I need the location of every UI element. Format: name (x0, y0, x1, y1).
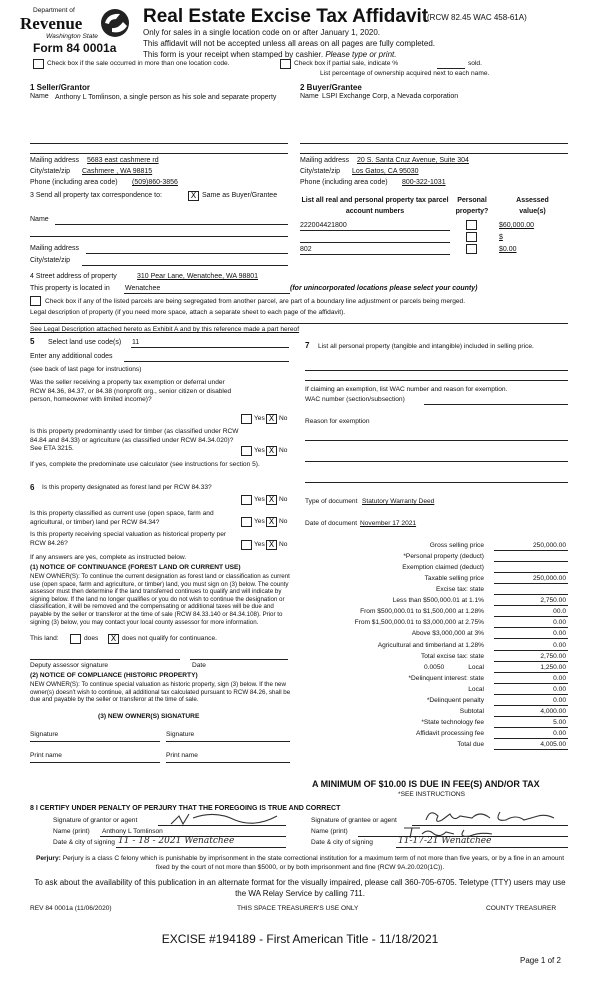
parcel-row-1-number[interactable]: 222004421800 (300, 222, 347, 229)
dept-line1: Department of (33, 7, 75, 14)
segregated-label: Check box if any of the listed parcels are being segregated from another parcel, are part of a boundary line adjustment or parcels being merged. (45, 298, 466, 305)
partial-sale-label: Check box if partial sale, indicate % (294, 60, 399, 67)
section6-heading: 6 (30, 483, 35, 492)
q1-no-label: No (279, 415, 288, 422)
doc-type-label: Type of document (305, 498, 358, 505)
section7-heading: 7 (305, 341, 310, 350)
buyer-phone-value[interactable]: 800-322-1031 (402, 179, 446, 186)
section5-heading: 5 (30, 337, 35, 346)
tax-row-value[interactable]: 00.0 (553, 608, 566, 615)
date-city-grantor-label: Date & city of signing (53, 839, 115, 846)
tax-row-value[interactable]: 0.00 (553, 697, 566, 704)
q2-no-label: No (279, 447, 288, 454)
tax-row-label: Agricultural and timberland at 1.28% (377, 642, 484, 649)
header-line3b: Please type or print. (325, 50, 397, 59)
dept-line3: Washington State (46, 33, 98, 40)
reason-label: Reason for exemption (305, 418, 370, 425)
section5-q1: Was the seller receiving a property tax exemption or deferral under RCW 84.36, 84.37, or 84.38 (nonprofit org., senior citizen or disabled person, homeowner with limited income)? (30, 379, 232, 403)
buyer-name-label: Name (300, 93, 319, 100)
correspondence-label: 3 Send all property tax correspondence to: (30, 192, 162, 199)
section5-q2: Is this property predominantly used for timber (as classified under RCW 84.84 and 84.33) or agriculture (as classified under RCW 84.34.020)? See ETA 3215. (30, 428, 239, 452)
seller-mailing-label: Mailing address (30, 157, 80, 164)
notice2-text: NEW OWNER(S): To continue special valuation as historic property, sign (3) below. If the new owner(s) doesn't wish to continue, all additional tax calculated pursuant to RCW 84.26, shall be due and payable by the seller or transferor at the time of sale. (30, 681, 291, 704)
tax-row-value[interactable]: 0.00 (553, 686, 566, 693)
dept-line2: Revenue (20, 14, 83, 33)
tax-row-label: Subtotal (459, 708, 484, 715)
perjury-text: Perjury is a class C felony which is punishable by imprisonment in the state correctional institution for a maximum term of not more than five years, or by a fine in an amount fixed by the court of not more than $5000, or by both imprisonment and fine (RCW 9A.20.020(1C)). (62, 855, 565, 871)
tax-row-value[interactable]: 4,005.00 (540, 741, 566, 748)
doc-date-label: Date of document (305, 520, 358, 527)
s6-q1-no-label: No (279, 496, 288, 503)
seller-mailing-value[interactable]: 5683 east cashmere rd (87, 157, 159, 164)
section6-q1: Is this property designated as forest land per RCW 84.33? (42, 484, 212, 491)
s6-q3-yes-checkbox[interactable] (241, 540, 252, 550)
doc-type-value[interactable]: Statutory Warranty Deed (362, 498, 435, 505)
parcel-row-3-number[interactable]: 802 (300, 246, 312, 253)
s6-q1-yes-label: Yes (254, 496, 265, 503)
buyer-city-value[interactable]: Los Gatos, CA 95030 (352, 168, 419, 175)
form-number: Form 84 0001a (33, 41, 117, 55)
date-city-grantee-label: Date & city of signing (311, 839, 373, 846)
tax-row-value[interactable]: 250,000.00 (532, 542, 566, 549)
section6-q3: Is this property receiving special valuation as historical property per RCW 84.26? (30, 531, 227, 547)
deputy-sig-label: Deputy assessor signature (30, 662, 109, 669)
wac-label: WAC number (section/subsection) (305, 396, 405, 403)
parcel-row-3-personal-checkbox[interactable] (466, 244, 477, 254)
legal-desc-label: Legal description of property (if you need more space, attach a separate sheet to each page of the affidavit). (30, 309, 346, 316)
tax-row-rate: 0.0050 (424, 664, 445, 671)
tax-row-value[interactable]: 4,000.00 (540, 708, 566, 715)
s6-q2-no-checkbox[interactable]: X (266, 517, 277, 527)
owner-sig-label-2: Signature (166, 731, 195, 738)
tax-row-value[interactable]: 5.00 (553, 719, 566, 726)
header-line1: Only for sales in a single location code on or after January 1, 2020. (143, 28, 381, 37)
section5-q2-note: If yes, complete the predominate use calculator (see instructions for section 5). (30, 461, 260, 468)
tax-row-label: Local (468, 686, 484, 693)
name-grantor-value[interactable]: Anthony L Tomlinson (102, 828, 163, 835)
s6-q1-yes-checkbox[interactable] (241, 495, 252, 505)
q2-yes-label: Yes (254, 447, 265, 454)
street-value[interactable]: 310 Pear Lane, Wenatchee, WA 98801 (137, 273, 259, 280)
availability-note: To ask about the availability of this publication in an alternate format for the visually impaired, please call 360-705-6705. Teletype (TTY) users may use the WA Relay Service by calling 711. (34, 878, 566, 898)
land-does-label: does (84, 635, 99, 642)
parcel-row-1-personal-checkbox[interactable] (466, 220, 477, 230)
s6-q2-yes-checkbox[interactable] (241, 517, 252, 527)
tax-row-label: Affidavit processing fee (415, 730, 484, 737)
seller-city-value[interactable]: Cashmere , WA 98815 (82, 168, 153, 175)
grantor-signature-icon (165, 808, 285, 830)
perjury-label: Perjury: (35, 855, 61, 862)
located-value[interactable]: Wenatchee (125, 285, 161, 292)
s6-q3-yes-label: Yes (254, 541, 265, 548)
date-grantor-value[interactable]: 11 - 18 - 2021 Wenatchee (118, 836, 235, 846)
tax-row-value[interactable]: 0.00 (553, 642, 566, 649)
s6-q3-no-checkbox[interactable]: X (266, 540, 277, 550)
name-print-grantee-label: Name (print) (311, 828, 348, 835)
legal-desc-value[interactable]: See Legal Description attached hereto as Exhibit A and by this reference made a part hereof (30, 326, 300, 333)
tax-row-label: From $500,000.01 to $1,500,000 at 1.28% (360, 608, 484, 615)
parcel-row-2-personal-checkbox[interactable] (466, 232, 477, 242)
see-back-note: (see back of last page for instructions) (30, 366, 142, 373)
list-percent-note: List percentage of ownership acquired next to each name. (320, 70, 490, 77)
corr-mailing-label: Mailing address (30, 245, 80, 252)
name-print-grantor-label: Name (print) (53, 828, 90, 835)
date-grantee-value[interactable]: 11-17-21 Wenatchee (398, 836, 492, 846)
multi-location-label: Check box if the sale occurred in more than one location code. (47, 60, 230, 67)
land-use-value[interactable]: 11 (132, 339, 140, 346)
partial-sale-checkbox[interactable] (280, 59, 291, 69)
buyer-city-label: City/state/zip (300, 168, 341, 175)
tax-row-label: *Delinquent penalty (426, 697, 484, 704)
parcel-row-1-value[interactable]: $60,000.00 (499, 222, 535, 229)
this-land-label: This land: (30, 635, 59, 642)
seller-phone-value[interactable]: (509)860-3856 (132, 179, 178, 186)
s6-q2-no-label: No (279, 518, 288, 525)
dor-logo-icon (98, 8, 134, 38)
corr-city-label: City/state/zip (30, 257, 71, 264)
treasurer-use-label: THIS SPACE TREASURER'S USE ONLY (237, 905, 359, 912)
tax-row-value[interactable]: 1,250.00 (540, 664, 566, 671)
q2-yes-checkbox[interactable] (241, 446, 252, 456)
corr-name-label: Name (30, 216, 49, 223)
tax-row-value[interactable]: 0.00 (553, 675, 566, 682)
owner-sig-label-1: Signature (30, 731, 59, 738)
q2-no-checkbox[interactable]: X (266, 446, 277, 456)
tax-row-label: Gross selling price (429, 542, 484, 549)
parcel-col-header: List all real and personal property tax parcel account numbers (301, 197, 449, 215)
county-treasurer-label: COUNTY TREASURER (486, 905, 557, 912)
seller-phone-label: Phone (including area code) (30, 179, 118, 186)
parcel-row-3-value[interactable]: $0.00 (499, 246, 517, 253)
tax-row-label: Exemption claimed (deduct) (402, 564, 484, 571)
tax-row-label: *Personal property (deduct) (403, 553, 484, 560)
street-label: 4 Street address of property (30, 273, 117, 280)
tax-row-label: *Delinquent interest: state (408, 675, 484, 682)
q1-yes-label: Yes (254, 415, 265, 422)
section7-text: List all personal property (tangible and intangible) included in selling price. (318, 343, 534, 350)
sold-label: sold. (468, 60, 482, 67)
tax-row-value[interactable]: 0.00 (553, 619, 566, 626)
tax-row-label: From $1,500,000.01 to $3,000,000 at 2.75% (354, 619, 484, 626)
s6-q2-yes-label: Yes (254, 518, 265, 525)
tax-row-label: Above $3,000,000 at 3% (411, 630, 484, 637)
multi-location-checkbox[interactable] (33, 59, 44, 69)
perjury-statement (30, 854, 570, 872)
seller-heading: 1 Seller/Grantor (30, 83, 91, 92)
tax-row-value[interactable]: 250,000.00 (532, 575, 566, 582)
land-does-not-checkbox[interactable]: X (108, 634, 119, 644)
tax-row-value[interactable]: 0.00 (553, 730, 566, 737)
header-line2: This affidavit will not be accepted unless all areas on all pages are fully completed. (143, 39, 436, 48)
exemption-text: If claiming an exemption, list WAC number and reason for exemption. (305, 386, 508, 393)
tax-row-value[interactable]: 2,750.00 (540, 597, 566, 604)
tax-row-label: Excise tax: state (435, 586, 484, 593)
buyer-mailing-value[interactable]: 20 S. Santa Cruz Avenue, Suite 304 (357, 157, 469, 164)
s6-q3-no-label: No (279, 541, 288, 548)
q1-no-checkbox[interactable]: X (266, 414, 277, 424)
notice1-title: (1) NOTICE OF CONTINUANCE (FOREST LAND OR CURRENT USE) (30, 564, 241, 571)
page-number: Page 1 of 2 (520, 956, 561, 965)
land-use-label: Select land use code(s) (48, 339, 122, 346)
assessed-col-header: Assessed value(s) (516, 197, 549, 215)
located-note: (for unincorporated locations please select your county) (290, 285, 478, 292)
notice2-title: (2) NOTICE OF COMPLIANCE (HISTORIC PROPERTY) (30, 672, 198, 679)
land-does-checkbox[interactable] (70, 634, 81, 644)
located-label: This property is located in (30, 285, 110, 292)
buyer-mailing-label: Mailing address (300, 157, 350, 164)
same-as-buyer-checkbox[interactable]: X (188, 191, 199, 201)
doc-date-value[interactable]: November 17 2021 (360, 520, 417, 527)
certify-heading: 8 I CERTIFY UNDER PENALTY OF PERJURY THAT THE FOREGOING IS TRUE AND CORRECT (30, 805, 341, 812)
parcel-row-2-value[interactable]: $ (499, 234, 503, 241)
personal-col-header: Personal property? (455, 197, 489, 215)
section6-q2: Is this property classified as current use (open space, farm and agricultural, or timber) land per RCW 84.34? (30, 510, 214, 526)
rev-number: REV 84 0001a (11/06/2020) (30, 905, 112, 912)
notice3-title: (3) NEW OWNER(S) SIGNATURE (98, 713, 200, 720)
q1-yes-checkbox[interactable] (241, 414, 252, 424)
notice1-text: NEW OWNER(S): To continue the current designation as forest land or classification as current use (open space, farm and agriculture, or timber) land, you must sign on (3) below. The county assessor must then determine if the land transferred continues to qualify and will indicate by signing below. If the land no longer qualifies or you do not wish to continue the designation or classification, it will be removed and the compensating or additional taxes will be due and payable by the seller or transferor at the time of sale (RCW 84.33.140 or 84.34.108). Prior to signing (3) below, you may contact your local county assessor for more information. (30, 573, 290, 626)
minimum-line2: *SEE INSTRUCTIONS (398, 791, 466, 798)
seller-name-value[interactable]: Anthony L Tomlinson, a single person as his sole and separate property (55, 94, 277, 101)
buyer-name-value[interactable]: LSPI Exchange Corp, a Nevada corporation (322, 93, 459, 100)
owner-print-label-2: Print name (166, 752, 198, 759)
tax-row-label: Less than $500,000.01 at 1.1% (392, 597, 484, 604)
seller-name-label: Name (30, 93, 49, 100)
sig-grantee-label: Signature of grantee or agent (311, 817, 397, 824)
tax-row-label: Local (468, 664, 484, 671)
title-ref: (RCW 82.45 WAC 458-61A) (427, 13, 527, 22)
land-does-not-label: does not qualify for continuance. (122, 635, 217, 642)
additional-codes-label: Enter any additional codes (30, 353, 113, 360)
deputy-date-label: Date (192, 662, 206, 669)
s6-q1-no-checkbox[interactable]: X (266, 495, 277, 505)
header-line3a: This form is your receipt when stamped by cashier. (143, 50, 324, 59)
tax-row-label: Total excise tax: state (420, 653, 484, 660)
excise-stamp: EXCISE #194189 - First American Title - 11/18/2021 (161, 932, 439, 946)
tax-row-label: *State technology fee (421, 719, 484, 726)
sig-grantor-label: Signature of grantor or agent (53, 817, 138, 824)
buyer-phone-label: Phone (including area code) (300, 179, 388, 186)
owner-print-label-1: Print name (30, 752, 62, 759)
seller-city-label: City/state/zip (30, 168, 71, 175)
same-as-buyer-label: Same as Buyer/Grantee (202, 192, 278, 199)
tax-row-label: Total due (457, 741, 484, 748)
segregated-checkbox[interactable] (30, 296, 41, 306)
tax-row-label: Taxable selling price (424, 575, 484, 582)
header-line3 (143, 50, 396, 59)
minimum-line1: A MINIMUM OF $10.00 IS DUE IN FEE(S) AND/OR TAX (312, 779, 540, 789)
tax-row-value[interactable]: 2,750.00 (540, 653, 566, 660)
if-yes-note: If any answers are yes, complete as instructed below. (30, 554, 187, 561)
form-title: Real Estate Excise Tax Affidavit (143, 6, 429, 27)
buyer-heading: 2 Buyer/Grantee (300, 83, 362, 92)
tax-row-value[interactable]: 0.00 (553, 630, 566, 637)
